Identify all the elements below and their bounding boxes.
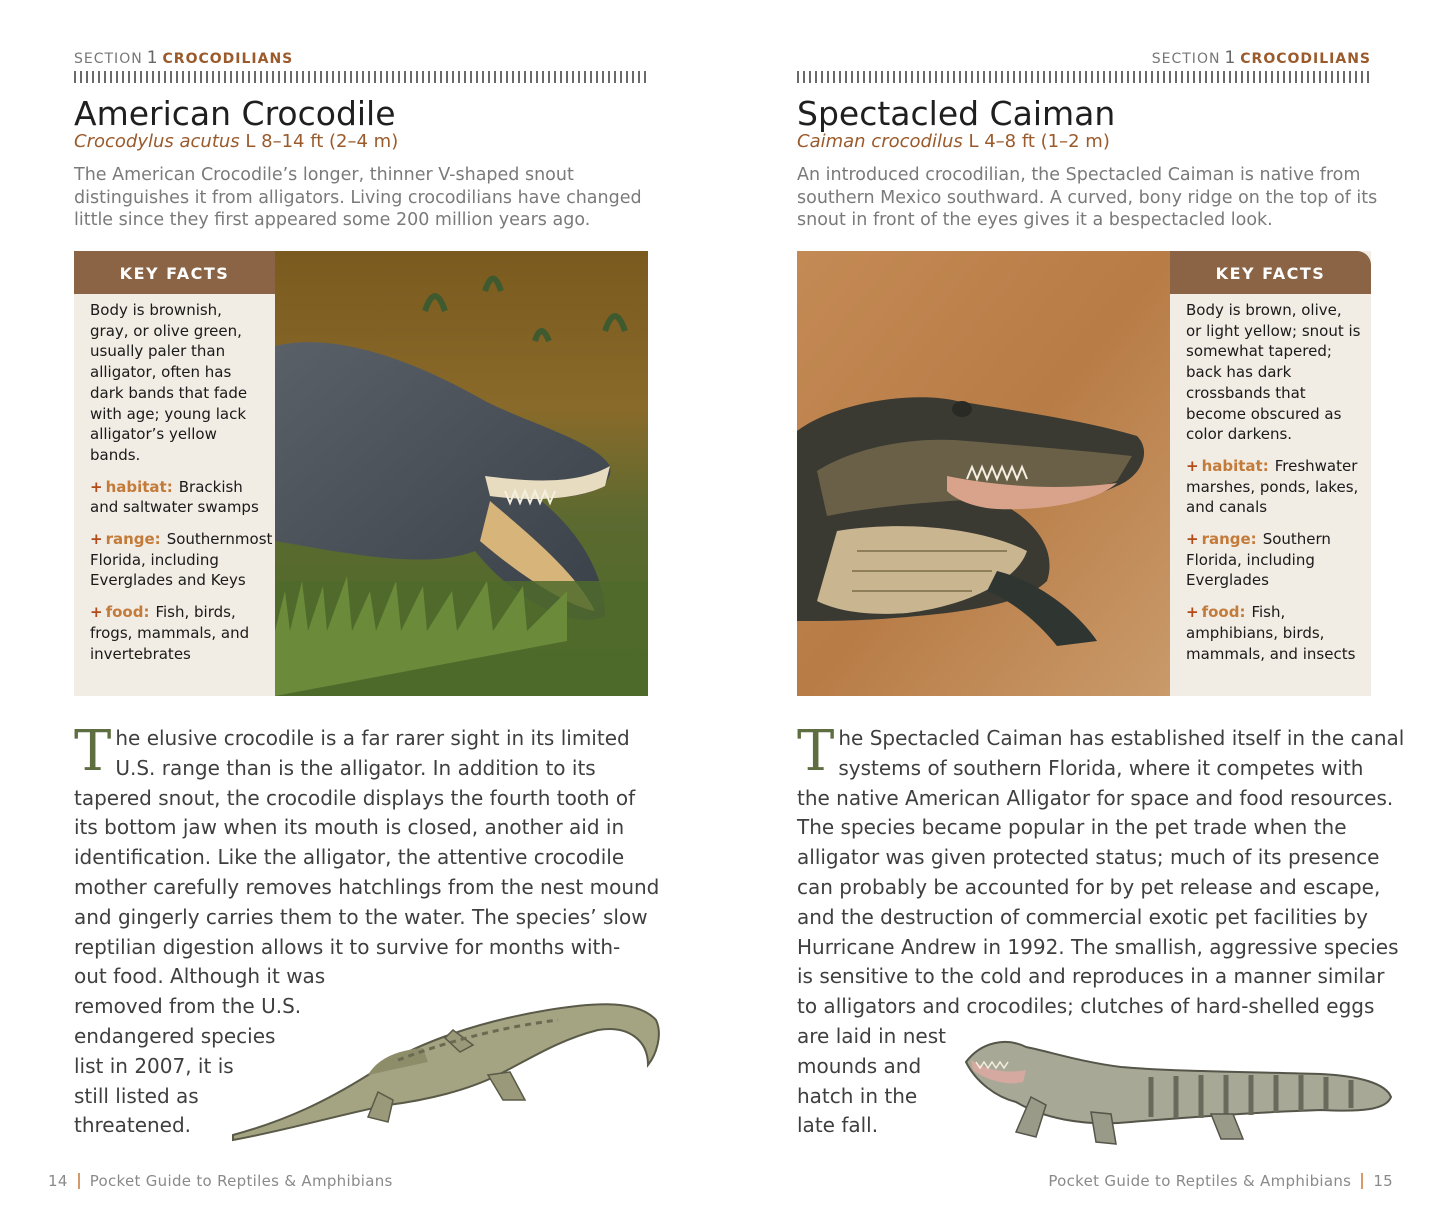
body-line: can probably be accounted for by pet release and escape, bbox=[797, 874, 1381, 899]
range-value: Southernmost Florida, including Everglades and Keys bbox=[90, 530, 273, 590]
page-number: 14 bbox=[48, 1172, 68, 1190]
body-line: The species became popular in the pet trade when the bbox=[797, 815, 1347, 840]
section-name: CROCODILIANS bbox=[1240, 51, 1371, 67]
crocodile-photo bbox=[275, 251, 648, 696]
species-subtitle bbox=[797, 131, 1110, 152]
key-facts-panel bbox=[1170, 251, 1371, 696]
plus-icon: + bbox=[1186, 603, 1199, 622]
species-subtitle bbox=[74, 131, 398, 152]
body-line: he Spectacled Caiman has established itself in the canal bbox=[838, 726, 1405, 750]
body-line: U.S. range than is the alligator. In addition to its bbox=[115, 755, 596, 780]
food-value: Fish, birds, frogs, mammals, and invertebrates bbox=[90, 603, 250, 663]
section-label: SECTION bbox=[74, 51, 143, 67]
body-line: late fall. bbox=[797, 1113, 879, 1138]
body-line: and gingerly carries them to the water. The species’ slow bbox=[74, 904, 648, 929]
intro-text: An introduced crocodilian, the Spectacled Caiman is native from southern Mexico southward. A curved, bony ridge on the top of its snout in front of the eyes gives it a bespectacled look. bbox=[797, 165, 1378, 230]
body-line: are laid in nest bbox=[797, 1023, 946, 1048]
plus-icon: + bbox=[90, 603, 103, 622]
body-line: to alligators and crocodiles; clutches of hard-shelled eggs bbox=[797, 994, 1375, 1019]
habitat-value: Freshwater marshes, ponds, lakes, and canals bbox=[1186, 456, 1359, 517]
footer-title: Pocket Guide to Reptiles & Amphibians bbox=[89, 1172, 393, 1190]
page-footer bbox=[48, 1172, 393, 1190]
key-facts-panel bbox=[74, 251, 275, 696]
section-name: CROCODILIANS bbox=[162, 51, 294, 67]
body-line: is sensitive to the cold and reproduces in a manner similar bbox=[797, 964, 1385, 989]
body-line: still listed as bbox=[74, 1083, 199, 1108]
caiman-photo bbox=[797, 251, 1170, 696]
fact-range bbox=[1186, 529, 1361, 591]
right-page bbox=[723, 0, 1445, 1232]
section-number: 1 bbox=[146, 48, 159, 68]
section-header bbox=[1152, 48, 1371, 68]
section-number: 1 bbox=[1224, 48, 1237, 68]
range-label: range: bbox=[105, 530, 161, 549]
fact-habitat bbox=[90, 477, 265, 518]
habitat-label: habitat: bbox=[1201, 456, 1269, 475]
body-line: systems of southern Florida, where it competes with bbox=[838, 755, 1364, 780]
fact-range bbox=[90, 529, 273, 591]
footer-divider bbox=[1361, 1173, 1363, 1189]
body-line: mounds and bbox=[797, 1053, 922, 1078]
crocodile-illustration bbox=[228, 980, 663, 1154]
page-footer bbox=[1048, 1172, 1393, 1190]
intro-text: The American Crocodile’s longer, thinner V-shaped snout distinguishes it from alligators. Living crocodilians have changed little since they first appeared some 200 million years ago. bbox=[74, 165, 642, 230]
drop-cap: T bbox=[74, 719, 112, 784]
section-header bbox=[74, 48, 293, 68]
key-facts-heading: KEY FACTS bbox=[74, 251, 275, 294]
caiman-illustration bbox=[961, 1022, 1393, 1156]
left-page bbox=[0, 0, 722, 1232]
fact-food bbox=[1186, 602, 1361, 664]
habitat-value: Brackish and saltwater swamps bbox=[90, 477, 259, 517]
range-value: Southern Florida, including Everglades bbox=[1186, 530, 1331, 590]
species-title: American Crocodile bbox=[74, 94, 396, 133]
species-size: L 4–8 ft (1–2 m) bbox=[968, 131, 1110, 152]
body-line: out food. Although it was bbox=[74, 964, 326, 989]
range-label: range: bbox=[1201, 530, 1257, 549]
facts-description: Body is brownish, gray, or olive green, usually paler than alligator, often has dark bands that fade with age; young lack alligator’s yellow bands. bbox=[90, 301, 248, 464]
body-line: hatch in the bbox=[797, 1083, 918, 1108]
body-line: identification. Like the alligator, the attentive crocodile bbox=[74, 845, 625, 870]
body-line: Hurricane Andrew in 1992. The smallish, aggressive species bbox=[797, 934, 1399, 959]
page-number: 15 bbox=[1373, 1172, 1393, 1190]
tick-rule bbox=[74, 71, 648, 83]
plus-icon: + bbox=[1186, 530, 1199, 549]
body-line: tapered snout, the crocodile displays the fourth tooth of bbox=[74, 785, 636, 810]
body-line: list in 2007, it is bbox=[74, 1053, 234, 1078]
footer-title: Pocket Guide to Reptiles & Amphibians bbox=[1048, 1172, 1352, 1190]
plus-icon: + bbox=[90, 477, 103, 496]
key-facts-heading: KEY FACTS bbox=[1170, 251, 1371, 294]
body-line: the native American Alligator for space and food resources. bbox=[797, 785, 1394, 810]
body-line: threatened. bbox=[74, 1113, 192, 1138]
fact-food bbox=[90, 602, 265, 664]
body-line: mother carefully removes hatchlings from the nest mound bbox=[74, 874, 660, 899]
body-line: reptilian digestion allows it to survive for months with- bbox=[74, 934, 621, 959]
food-label: food: bbox=[105, 603, 150, 622]
body-line: endangered species bbox=[74, 1023, 276, 1048]
plus-icon: + bbox=[1186, 456, 1199, 475]
fact-habitat bbox=[1186, 456, 1361, 518]
drop-cap: T bbox=[797, 719, 835, 784]
body-line: alligator was given protected status; much of its presence bbox=[797, 845, 1380, 870]
body-line: and the destruction of commercial exotic pet facilities by bbox=[797, 904, 1368, 929]
food-label: food: bbox=[1201, 603, 1246, 622]
scientific-name: Crocodylus acutus bbox=[74, 131, 240, 152]
habitat-label: habitat: bbox=[105, 477, 173, 496]
plus-icon: + bbox=[90, 530, 103, 549]
body-line: removed from the U.S. bbox=[74, 994, 302, 1019]
food-value: Fish, amphibians, birds, mammals, and insects bbox=[1186, 603, 1356, 663]
tick-rule bbox=[797, 71, 1371, 83]
section-label: SECTION bbox=[1151, 51, 1221, 67]
species-title: Spectacled Caiman bbox=[797, 94, 1116, 133]
species-size: L 8–14 ft (2–4 m) bbox=[245, 131, 399, 152]
facts-description: Body is brown, olive, or light yellow; snout is somewhat tapered; back has dark crossbands that become obscured as color darkens. bbox=[1186, 301, 1361, 444]
body-line: its bottom jaw when its mouth is closed, another aid in bbox=[74, 815, 625, 840]
footer-divider bbox=[78, 1173, 80, 1189]
body-line: he elusive crocodile is a far rarer sight in its limited bbox=[115, 726, 630, 750]
scientific-name: Caiman crocodilus bbox=[797, 131, 963, 152]
